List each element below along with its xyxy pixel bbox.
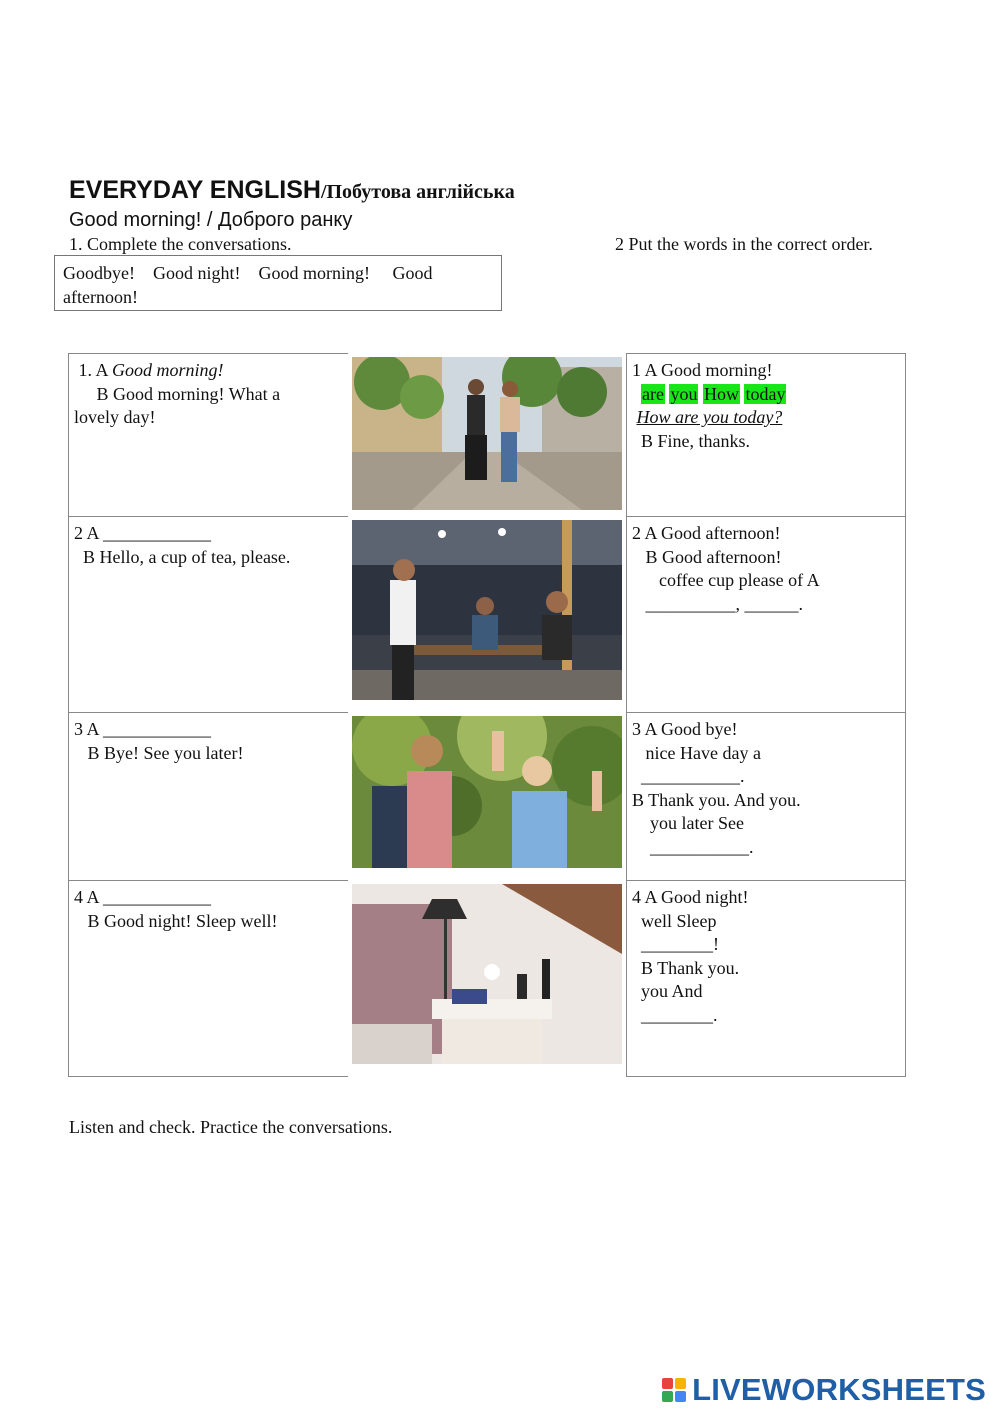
left-cell-2 (68, 516, 348, 713)
liveworksheets-icon (662, 1378, 686, 1402)
left-2-line-2: B Hello, a cup of tea, please. (74, 546, 291, 567)
bedside-table-photo (352, 884, 622, 1064)
right-1-line-1: 1 A Good morning! (632, 360, 773, 380)
word-tile-how[interactable]: How (703, 383, 739, 404)
task1-instruction: 1. Complete the conversations. (69, 234, 292, 254)
task2-instruction: 2 Put the words in the correct order. (615, 234, 873, 254)
example-answer: Good morning! (112, 360, 224, 380)
right-cell-2 (626, 516, 906, 713)
right-3-blank-1[interactable]: ___________. (632, 766, 745, 786)
right-cell-1 (626, 353, 906, 517)
word-good-night[interactable]: Good night! (152, 263, 241, 283)
scrambled-words-1 (632, 383, 900, 407)
right-1-line-4: B Fine, thanks. (632, 430, 751, 451)
word-goodbye[interactable]: Goodbye! (63, 263, 135, 283)
footer-note: Listen and check. Practice the conversations. (69, 1117, 393, 1137)
left-4-line-2: B Good night! Sleep well! (74, 910, 278, 931)
blank-answer-4[interactable]: 4 A ____________ (74, 887, 212, 907)
page-subtitle: Good morning! / Доброго ранку (69, 209, 353, 231)
page-title (69, 176, 515, 205)
right-3-line-1: 3 A Good bye! (632, 719, 738, 739)
right-cell-3 (626, 712, 906, 881)
left-cell-1 (68, 353, 348, 517)
blank-answer-2[interactable]: 2 A ____________ (74, 523, 212, 543)
left-cell-4 (68, 880, 348, 1077)
left-1-prefix: 1. A (74, 360, 113, 380)
right-4-blank-2[interactable]: ________. (632, 1004, 718, 1025)
left-1-line-3: lovely day! (74, 407, 156, 427)
right-2-blank[interactable]: __________, ______. (632, 593, 803, 614)
right-3-scrambled-2: you later See (632, 813, 744, 833)
brand-name: LIVEWORKSHEETS (692, 1372, 986, 1407)
right-2-line-1: 2 A Good afternoon! (632, 523, 781, 543)
blank-answer-3[interactable]: 3 A ____________ (74, 719, 212, 739)
right-4-scrambled-2: you And (632, 981, 703, 1001)
brand-logo[interactable] (662, 1372, 986, 1408)
logo-square (662, 1391, 673, 1402)
title-ukrainian: Побутова англійська (326, 181, 515, 203)
word-tile-are[interactable]: are (642, 383, 664, 404)
word-good-morning[interactable]: Good morning! (258, 263, 370, 283)
right-3-line-4: B Thank you. And you. (632, 789, 801, 810)
example-ordered-answer: How are you today? (636, 407, 783, 427)
word-box (54, 255, 502, 311)
cafe-waiter-photo (352, 520, 622, 700)
right-1-answer (632, 406, 900, 430)
title-main: EVERYDAY ENGLISH (69, 176, 321, 204)
left-1-line-2: B Good morning! What a (74, 383, 281, 404)
logo-square (662, 1378, 673, 1389)
right-cell-4 (626, 880, 906, 1077)
waving-goodbye-photo (352, 716, 622, 868)
right-3-blank-2[interactable]: ___________. (632, 836, 754, 857)
word-afternoon[interactable]: afternoon! (63, 287, 138, 307)
word-tile-you[interactable]: you (670, 383, 698, 404)
left-cell-3 (68, 712, 348, 881)
logo-square (675, 1378, 686, 1389)
right-2-scrambled: coffee cup please of A (632, 570, 820, 590)
right-2-line-2: B Good afternoon! (632, 546, 782, 567)
right-3-scrambled-1: nice Have day a (632, 742, 761, 763)
right-4-scrambled-1: well Sleep (632, 910, 717, 931)
street-walkers-photo (352, 357, 622, 510)
title-separator: / (320, 181, 327, 203)
right-4-line-1: 4 A Good night! (632, 887, 749, 907)
right-4-line-4: B Thank you. (632, 957, 740, 978)
word-good[interactable]: Good (392, 263, 433, 283)
word-tile-today[interactable]: today (745, 383, 786, 404)
left-3-line-2: B Bye! See you later! (74, 742, 244, 763)
left-1-line-1 (74, 359, 343, 383)
right-4-blank-1[interactable]: ________! (632, 934, 719, 954)
logo-square (675, 1391, 686, 1402)
